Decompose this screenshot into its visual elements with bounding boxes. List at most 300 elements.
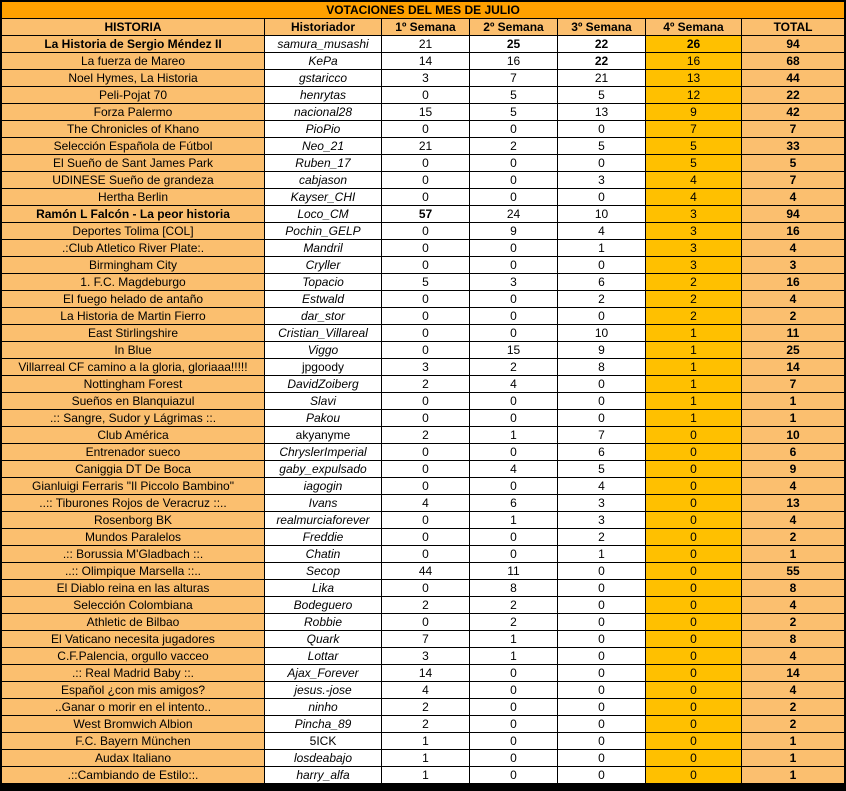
cell-week-3: 0 [558,376,646,393]
cell-historiador: Neo_21 [265,138,382,155]
table-row [2,461,845,478]
cell-total: 94 [742,206,845,223]
cell-week-2: 1 [470,631,558,648]
cell-week-4: 0 [646,546,742,563]
cell-total: 4 [742,478,845,495]
cell-week-3: 0 [558,699,646,716]
cell-week-1: 0 [382,410,470,427]
cell-week-3: 22 [558,36,646,53]
cell-week-4: 2 [646,274,742,291]
cell-week-4: 0 [646,495,742,512]
cell-week-2: 0 [470,189,558,206]
cell-week-4: 0 [646,427,742,444]
cell-week-2: 5 [470,104,558,121]
table-row [2,87,845,104]
cell-historiador: nacional28 [265,104,382,121]
cell-week-2: 0 [470,291,558,308]
cell-week-3: 0 [558,733,646,750]
cell-total: 7 [742,172,845,189]
cell-week-4: 2 [646,291,742,308]
cell-historiador: Secop [265,563,382,580]
table-row [2,36,845,53]
cell-total: 4 [742,291,845,308]
table-row [2,716,845,733]
cell-week-4: 0 [646,699,742,716]
cell-historiador: Viggo [265,342,382,359]
cell-historia: .:: Sangre, Sudor y Lágrimas ::. [2,410,265,427]
cell-week-1: 4 [382,495,470,512]
header-total: TOTAL [742,19,845,36]
cell-week-2: 9 [470,223,558,240]
cell-week-1: 0 [382,240,470,257]
cell-historia: Ramón L Falcón - La peor historia [2,206,265,223]
cell-total: 1 [742,410,845,427]
cell-historia: 1. F.C. Magdeburgo [2,274,265,291]
cell-historiador: DavidZoiberg [265,376,382,393]
cell-week-2: 0 [470,682,558,699]
cell-historiador: jesus.-jose [265,682,382,699]
table-row [2,223,845,240]
cell-historiador: PioPio [265,121,382,138]
cell-week-1: 3 [382,648,470,665]
cell-historiador: 5ICK [265,733,382,750]
cell-week-3: 6 [558,444,646,461]
cell-historia: Peli-Pojat 70 [2,87,265,104]
cell-historia: C.F.Palencia, orgullo vacceo [2,648,265,665]
cell-historiador: KePa [265,53,382,70]
cell-week-3: 5 [558,87,646,104]
table-row [2,699,845,716]
table-row [2,563,845,580]
cell-week-3: 0 [558,597,646,614]
cell-total: 4 [742,189,845,206]
cell-week-4: 26 [646,36,742,53]
cell-week-3: 5 [558,138,646,155]
cell-historiador: losdeabajo [265,750,382,767]
cell-week-1: 3 [382,359,470,376]
cell-historia: Selección Española de Fútbol [2,138,265,155]
table-row [2,614,845,631]
cell-total: 14 [742,665,845,682]
table-row [2,631,845,648]
cell-week-1: 0 [382,529,470,546]
cell-historiador: samura_musashi [265,36,382,53]
cell-historia: Birmingham City [2,257,265,274]
cell-total: 94 [742,36,845,53]
cell-historia: La fuerza de Mareo [2,53,265,70]
cell-week-2: 0 [470,529,558,546]
cell-week-2: 1 [470,427,558,444]
cell-historiador: Mandril [265,240,382,257]
cell-total: 25 [742,342,845,359]
cell-week-4: 4 [646,189,742,206]
cell-historia: Mundos Paralelos [2,529,265,546]
table-row [2,529,845,546]
cell-total: 14 [742,359,845,376]
cell-week-4: 16 [646,53,742,70]
cell-week-2: 0 [470,444,558,461]
cell-week-4: 0 [646,631,742,648]
cell-historia: Entrenador sueco [2,444,265,461]
cell-total: 44 [742,70,845,87]
header-row [2,19,845,36]
cell-week-2: 4 [470,461,558,478]
cell-historia: Sueños en Blanquiazul [2,393,265,410]
table-row [2,767,845,784]
cell-week-4: 0 [646,648,742,665]
cell-week-4: 0 [646,767,742,784]
cell-week-1: 0 [382,308,470,325]
cell-historia: .:: Real Madrid Baby ::. [2,665,265,682]
table-row [2,172,845,189]
cell-week-4: 0 [646,733,742,750]
cell-week-4: 3 [646,257,742,274]
cell-historia: La Historia de Sergio Méndez II [2,36,265,53]
table-row [2,359,845,376]
cell-week-4: 1 [646,376,742,393]
table-row [2,104,845,121]
table-row [2,257,845,274]
cell-week-1: 0 [382,172,470,189]
cell-week-4: 0 [646,614,742,631]
cell-historiador: dar_stor [265,308,382,325]
cell-week-3: 0 [558,614,646,631]
cell-historiador: akyanyme [265,427,382,444]
cell-week-2: 6 [470,495,558,512]
cell-total: 1 [742,750,845,767]
cell-week-1: 57 [382,206,470,223]
header-historiador: Historiador [265,19,382,36]
cell-week-4: 1 [646,393,742,410]
cell-week-3: 0 [558,257,646,274]
table-row [2,325,845,342]
cell-historiador: realmurciaforever [265,512,382,529]
cell-week-1: 0 [382,580,470,597]
cell-historiador: Lika [265,580,382,597]
cell-week-4: 7 [646,121,742,138]
cell-historiador: Freddie [265,529,382,546]
cell-week-3: 10 [558,206,646,223]
cell-historia: La Historia de Martin Fierro [2,308,265,325]
cell-total: 33 [742,138,845,155]
cell-historiador: gstaricco [265,70,382,87]
cell-historiador: iagogin [265,478,382,495]
cell-week-1: 0 [382,291,470,308]
cell-week-3: 0 [558,665,646,682]
cell-historiador: Loco_CM [265,206,382,223]
cell-week-2: 0 [470,325,558,342]
cell-week-3: 4 [558,478,646,495]
cell-week-1: 0 [382,393,470,410]
cell-historia: Hertha Berlin [2,189,265,206]
cell-week-1: 2 [382,376,470,393]
header-historia: HISTORIA [2,19,265,36]
cell-historiador: cabjason [265,172,382,189]
cell-week-3: 0 [558,767,646,784]
cell-historia: ..Ganar o morir en el intento.. [2,699,265,716]
cell-week-2: 2 [470,359,558,376]
cell-week-3: 2 [558,529,646,546]
cell-total: 68 [742,53,845,70]
cell-total: 1 [742,767,845,784]
cell-week-2: 2 [470,614,558,631]
cell-historiador: Cristian_Villareal [265,325,382,342]
cell-week-4: 2 [646,308,742,325]
cell-week-4: 3 [646,206,742,223]
cell-week-2: 0 [470,410,558,427]
cell-week-2: 0 [470,240,558,257]
cell-week-4: 1 [646,325,742,342]
cell-week-4: 0 [646,478,742,495]
cell-week-2: 7 [470,70,558,87]
table-row [2,580,845,597]
cell-total: 10 [742,427,845,444]
cell-total: 6 [742,444,845,461]
cell-historia: El fuego helado de antaño [2,291,265,308]
cell-historia: Selección Colombiana [2,597,265,614]
cell-historiador: Ajax_Forever [265,665,382,682]
table-row [2,393,845,410]
cell-week-3: 0 [558,580,646,597]
cell-week-2: 4 [470,376,558,393]
header-week-3: 3º Semana [558,19,646,36]
cell-total: 4 [742,512,845,529]
table-row [2,682,845,699]
cell-week-1: 0 [382,478,470,495]
cell-historia: Caniggia DT De Boca [2,461,265,478]
cell-week-3: 2 [558,291,646,308]
cell-week-4: 0 [646,529,742,546]
cell-historiador: ninho [265,699,382,716]
cell-historia: Villarreal CF camino a la gloria, gloriaaa!!!!! [2,359,265,376]
cell-week-2: 0 [470,155,558,172]
cell-week-2: 8 [470,580,558,597]
cell-total: 11 [742,325,845,342]
cell-historia: .:: Borussia M'Gladbach ::. [2,546,265,563]
cell-week-2: 2 [470,138,558,155]
table-row [2,546,845,563]
cell-week-1: 0 [382,121,470,138]
cell-week-4: 1 [646,342,742,359]
cell-week-4: 5 [646,155,742,172]
cell-week-1: 0 [382,512,470,529]
cell-week-1: 4 [382,682,470,699]
header-week-2: 2º Semana [470,19,558,36]
cell-week-3: 1 [558,240,646,257]
cell-week-1: 2 [382,699,470,716]
cell-historiador: Slavi [265,393,382,410]
cell-historia: UDINESE Sueño de grandeza [2,172,265,189]
cell-historia: Rosenborg BK [2,512,265,529]
cell-week-1: 44 [382,563,470,580]
cell-historia: Noel Hymes, La Historia [2,70,265,87]
cell-total: 1 [742,546,845,563]
cell-week-4: 4 [646,172,742,189]
cell-week-2: 0 [470,665,558,682]
cell-historia: Deportes Tolima [COL] [2,223,265,240]
table-row [2,240,845,257]
cell-historiador: Chatin [265,546,382,563]
cell-historiador: ChryslerImperial [265,444,382,461]
cell-week-1: 3 [382,70,470,87]
cell-week-3: 4 [558,223,646,240]
cell-historiador: Bodeguero [265,597,382,614]
table-row [2,478,845,495]
cell-week-2: 0 [470,716,558,733]
cell-week-4: 5 [646,138,742,155]
cell-total: 9 [742,461,845,478]
cell-total: 55 [742,563,845,580]
cell-total: 42 [742,104,845,121]
cell-historia: Athletic de Bilbao [2,614,265,631]
cell-total: 2 [742,699,845,716]
cell-week-2: 0 [470,699,558,716]
cell-total: 3 [742,257,845,274]
cell-week-3: 0 [558,716,646,733]
cell-total: 4 [742,648,845,665]
cell-historiador: gaby_expulsado [265,461,382,478]
cell-week-2: 3 [470,274,558,291]
cell-week-2: 1 [470,512,558,529]
cell-week-4: 0 [646,716,742,733]
cell-week-4: 12 [646,87,742,104]
cell-week-1: 15 [382,104,470,121]
table-row [2,274,845,291]
cell-week-3: 8 [558,359,646,376]
cell-total: 16 [742,274,845,291]
cell-week-3: 3 [558,172,646,189]
cell-week-1: 14 [382,53,470,70]
cell-historia: Gianluigi Ferraris "Il Piccolo Bambino" [2,478,265,495]
cell-historiador: jpgoody [265,359,382,376]
cell-total: 22 [742,87,845,104]
cell-week-1: 0 [382,614,470,631]
cell-historiador: Kayser_CHI [265,189,382,206]
cell-historia: West Bromwich Albion [2,716,265,733]
cell-week-1: 14 [382,665,470,682]
cell-week-2: 24 [470,206,558,223]
header-week-1: 1º Semana [382,19,470,36]
cell-total: 8 [742,580,845,597]
cell-historiador: Estwald [265,291,382,308]
table-row [2,444,845,461]
table-row [2,138,845,155]
cell-week-2: 0 [470,393,558,410]
cell-week-4: 3 [646,223,742,240]
cell-historia: F.C. Bayern München [2,733,265,750]
cell-week-2: 0 [470,750,558,767]
cell-total: 1 [742,733,845,750]
cell-total: 4 [742,240,845,257]
cell-week-4: 1 [646,410,742,427]
cell-week-2: 0 [470,121,558,138]
cell-week-1: 2 [382,597,470,614]
cell-week-4: 9 [646,104,742,121]
cell-week-3: 0 [558,682,646,699]
cell-historiador: Pochin_GELP [265,223,382,240]
table-row [2,53,845,70]
cell-historiador: Quark [265,631,382,648]
cell-total: 7 [742,121,845,138]
cell-week-3: 0 [558,648,646,665]
table-row [2,291,845,308]
cell-historia: In Blue [2,342,265,359]
cell-week-1: 7 [382,631,470,648]
cell-week-1: 0 [382,87,470,104]
table-row [2,648,845,665]
cell-week-2: 15 [470,342,558,359]
table-row [2,597,845,614]
cell-week-1: 0 [382,155,470,172]
cell-total: 8 [742,631,845,648]
cell-week-4: 0 [646,682,742,699]
cell-total: 2 [742,614,845,631]
cell-total: 1 [742,393,845,410]
cell-week-3: 0 [558,189,646,206]
cell-week-1: 0 [382,223,470,240]
cell-week-2: 0 [470,478,558,495]
cell-total: 16 [742,223,845,240]
cell-total: 4 [742,597,845,614]
table-row [2,495,845,512]
cell-week-2: 0 [470,733,558,750]
cell-week-3: 0 [558,393,646,410]
table-row [2,427,845,444]
cell-total: 7 [742,376,845,393]
table-row [2,121,845,138]
cell-total: 4 [742,682,845,699]
cell-week-1: 0 [382,461,470,478]
cell-week-2: 0 [470,257,558,274]
cell-historiador: henrytas [265,87,382,104]
cell-total: 5 [742,155,845,172]
cell-week-3: 10 [558,325,646,342]
table-row [2,206,845,223]
cell-week-3: 0 [558,563,646,580]
cell-historia: Club América [2,427,265,444]
cell-week-1: 1 [382,767,470,784]
cell-week-1: 21 [382,138,470,155]
cell-week-3: 22 [558,53,646,70]
cell-historia: East Stirlingshire [2,325,265,342]
table-row [2,665,845,682]
cell-week-2: 5 [470,87,558,104]
cell-historiador: Robbie [265,614,382,631]
votes-table [1,1,845,784]
cell-week-3: 3 [558,512,646,529]
cell-week-3: 13 [558,104,646,121]
cell-week-4: 0 [646,750,742,767]
header-week-4: 4º Semana [646,19,742,36]
cell-historiador: Cryller [265,257,382,274]
cell-week-4: 1 [646,359,742,376]
cell-week-1: 0 [382,546,470,563]
cell-week-1: 5 [382,274,470,291]
table-row [2,750,845,767]
cell-historia: Nottingham Forest [2,376,265,393]
cell-week-3: 0 [558,155,646,172]
cell-week-1: 2 [382,716,470,733]
cell-historia: Audax Italiano [2,750,265,767]
cell-week-4: 0 [646,461,742,478]
cell-historia: El Sueño de Sant James Park [2,155,265,172]
cell-week-1: 1 [382,750,470,767]
table-row [2,342,845,359]
table-row [2,512,845,529]
cell-week-4: 3 [646,240,742,257]
cell-historia: .:Club Atletico River Plate:. [2,240,265,257]
cell-week-3: 9 [558,342,646,359]
